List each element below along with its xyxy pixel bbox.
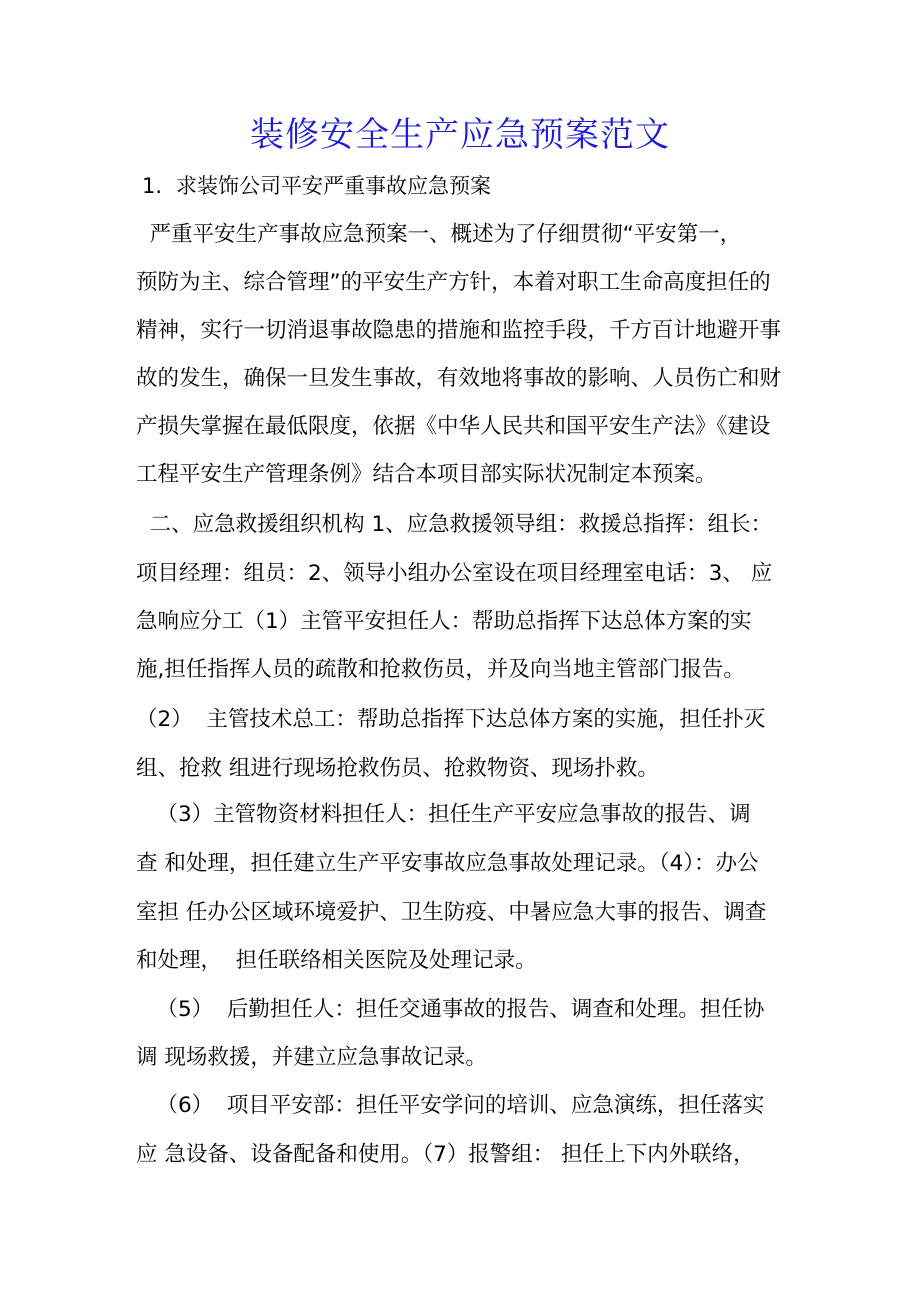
body-line: 项目经理：组员：2、领导小组办公室设在项目经理室电话：3、 应 bbox=[136, 561, 773, 586]
body-line: 调 现场救援，并建立应急事故记录。 bbox=[136, 1045, 487, 1070]
section-heading-text: 求装饰公司平安严重事故应急预案 bbox=[176, 174, 491, 198]
body-line: （3）主管物资材料担任人：担任生产平安应急事故的报告、调 bbox=[136, 802, 751, 827]
body-line: （6） 项目平安部：担任平安学问的培训、应急演练，担任落实 bbox=[136, 1093, 765, 1118]
body-line: （2） 主管技术总工：帮助总指挥下达总体方案的实施，担任扑灭 bbox=[136, 707, 766, 732]
body-line: 工程平安生产管理条例》结合本项目部实际状况制定本预案。 bbox=[136, 462, 717, 487]
body-line: 故的发生，确保一旦发生事故，有效地将事故的影响、人员伤亡和财 bbox=[136, 366, 782, 391]
body-line: 严重平安生产事故应急预案一、概述为了仔细贯彻“平安第一， bbox=[136, 222, 742, 247]
body-line: 应 急设备、设备配备和使用。（7）报警组： 担任上下内外联络， bbox=[136, 1142, 755, 1167]
section-heading bbox=[142, 170, 491, 202]
body-line: 查 和处理，担任建立生产平安事故应急事故处理记录。（4）：办公 bbox=[136, 851, 759, 876]
body-line: 预防为主、综合管理”的平安生产方针，本着对职工生命高度担任的 bbox=[136, 270, 771, 295]
section-number: 1. bbox=[142, 174, 163, 198]
body-line: 和处理， 担任联络相关医院及处理记录。 bbox=[136, 948, 537, 973]
body-line: 产损失掌握在最低限度，依据《中华人民共和国平安生产法》《建设 bbox=[136, 414, 771, 439]
document-title: 装修安全生产应急预案范文 bbox=[250, 114, 670, 155]
body-line: 精神，实行一切消退事故隐患的措施和监控手段，千方百计地避开事 bbox=[136, 318, 782, 343]
body-line: 急响应分工（1）主管平安担任人：帮助总指挥下达总体方案的实 bbox=[136, 609, 752, 634]
body-line: （5） 后勤担任人：担任交通事故的报告、调查和处理。担任协 bbox=[136, 997, 765, 1022]
body-line: 二、应急救援组织机构 1、应急救援领导组：救援总指挥：组长： bbox=[136, 512, 773, 537]
body-line: 组、抢救 组进行现场抢救伤员、抢救物资、现场扑救。 bbox=[136, 756, 659, 781]
body-line: 施,担任指挥人员的疏散和抢救伤员，并及向当地主管部门报告。 bbox=[136, 657, 745, 682]
body-line: 室担 任办公区域环境爱护、卫生防疫、中暑应急大事的报告、调查 bbox=[136, 900, 767, 925]
